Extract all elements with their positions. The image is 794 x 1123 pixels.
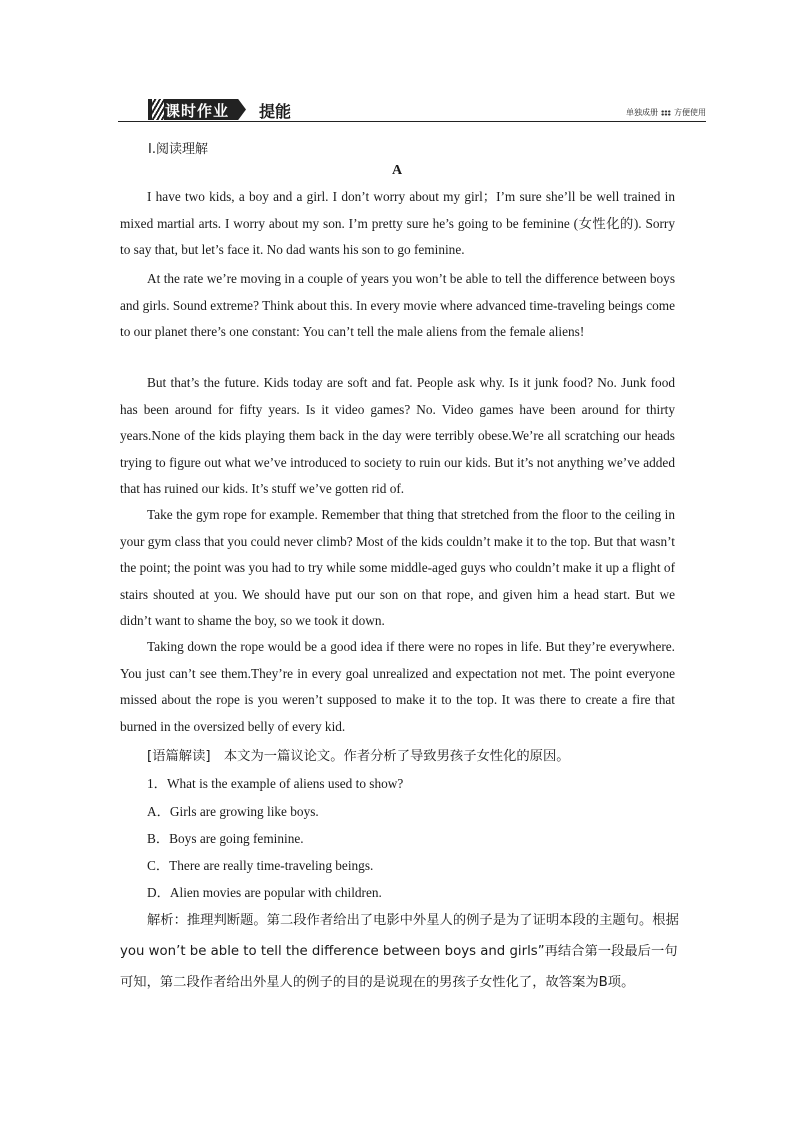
header-tag-right: 提能 [259,102,292,121]
header-note [626,107,706,118]
paragraph-1: I have two kids, a boy and a girl. I don’t worry about my girl；I’m sure she’ll be well trained in mixed martial arts. I worry about my son. I’m pretty sure he’s going to be feminine (女性化的). Sorry to say that, but let’s face it. No dad wants his son to go feminine. [120,189,675,258]
header-note-left: 单独成册 [626,108,658,117]
page-header [118,98,706,124]
question-1: 1．What is the example of aliens used to show? [147,776,404,791]
header-rule [118,121,706,122]
paragraph-3: But that’s the future. Kids today are soft and fat. People ask why. Is it junk food? No. Junk food has been around for fifty years. Is it video games? No. Video games have been around for thirty years.None of the kids playing them back in the day were terribly obese.We’re all scratching our heads trying to figure out what we’ve introduced to society to ruin our kids. But it’s not anything we’ve added that has ruined our kids. It’s stuff we’ve gotten rid of. [120,375,675,497]
passage-letter: A [391,163,403,178]
option-a: A．Girls are growing like boys. [147,804,319,819]
header-stripes-icon [152,99,164,120]
option-d: D．Alien movies are popular with children. [147,885,382,900]
section-title: Ⅰ.阅读理解 [148,142,208,157]
header-note-right: 方便使用 [674,108,706,117]
dots-icon [661,110,671,116]
paragraph-4: Take the gym rope for example. Remember that thing that stretched from the floor to the ceiling in your gym class that you could never climb? Most of the kids couldn’t make it to the top. But that wasn’t the point; the point was you had to try while some middle-aged guys who couldn’t make it up a flight of stairs shouted at you. We should have put our son on that rope, and given him a head start. But we didn’t want to shame the boy, so we took it down. [120,507,675,629]
paragraph-5: Taking down the rope would be a good idea if there were no ropes in life. But they’re everywhere. You just can’t see them.They’re in every goal unrealized and expectation not met. The point everyone missed about the rope is you weren’t supposed to make it to the top. It was there to create a fire that burned in the oversized belly of every kid. [120,639,689,734]
paragraph-2: At the rate we’re moving in a couple of years you won’t be able to tell the difference between boys and girls. Sound extreme? Think about this. In every movie where advanced time-traveling beings come to our planet there’s one constant: You can’t tell the male aliens from the female aliens! [120,271,675,340]
header-tag [148,99,368,120]
passage-summary: [语篇解读] 本文为一篇议论文。作者分析了导致男孩子女性化的原因。 [147,749,570,764]
header-tag-label: 课时作业 [165,102,230,120]
answer-analysis: 解析：推理判断题。第二段作者给出了电影中外星人的例子是为了证明本段的主题句。根据you won’t be able to tell the difference between boys and girls”再结合第一段最后一句可知，第二段作者给出外星人的例子的目的是说现在的男孩子女性化了，故答案为B项。 [120,913,679,990]
option-b: B．Boys are going feminine. [147,831,304,846]
option-c: C．There are really time-traveling beings. [147,858,374,873]
